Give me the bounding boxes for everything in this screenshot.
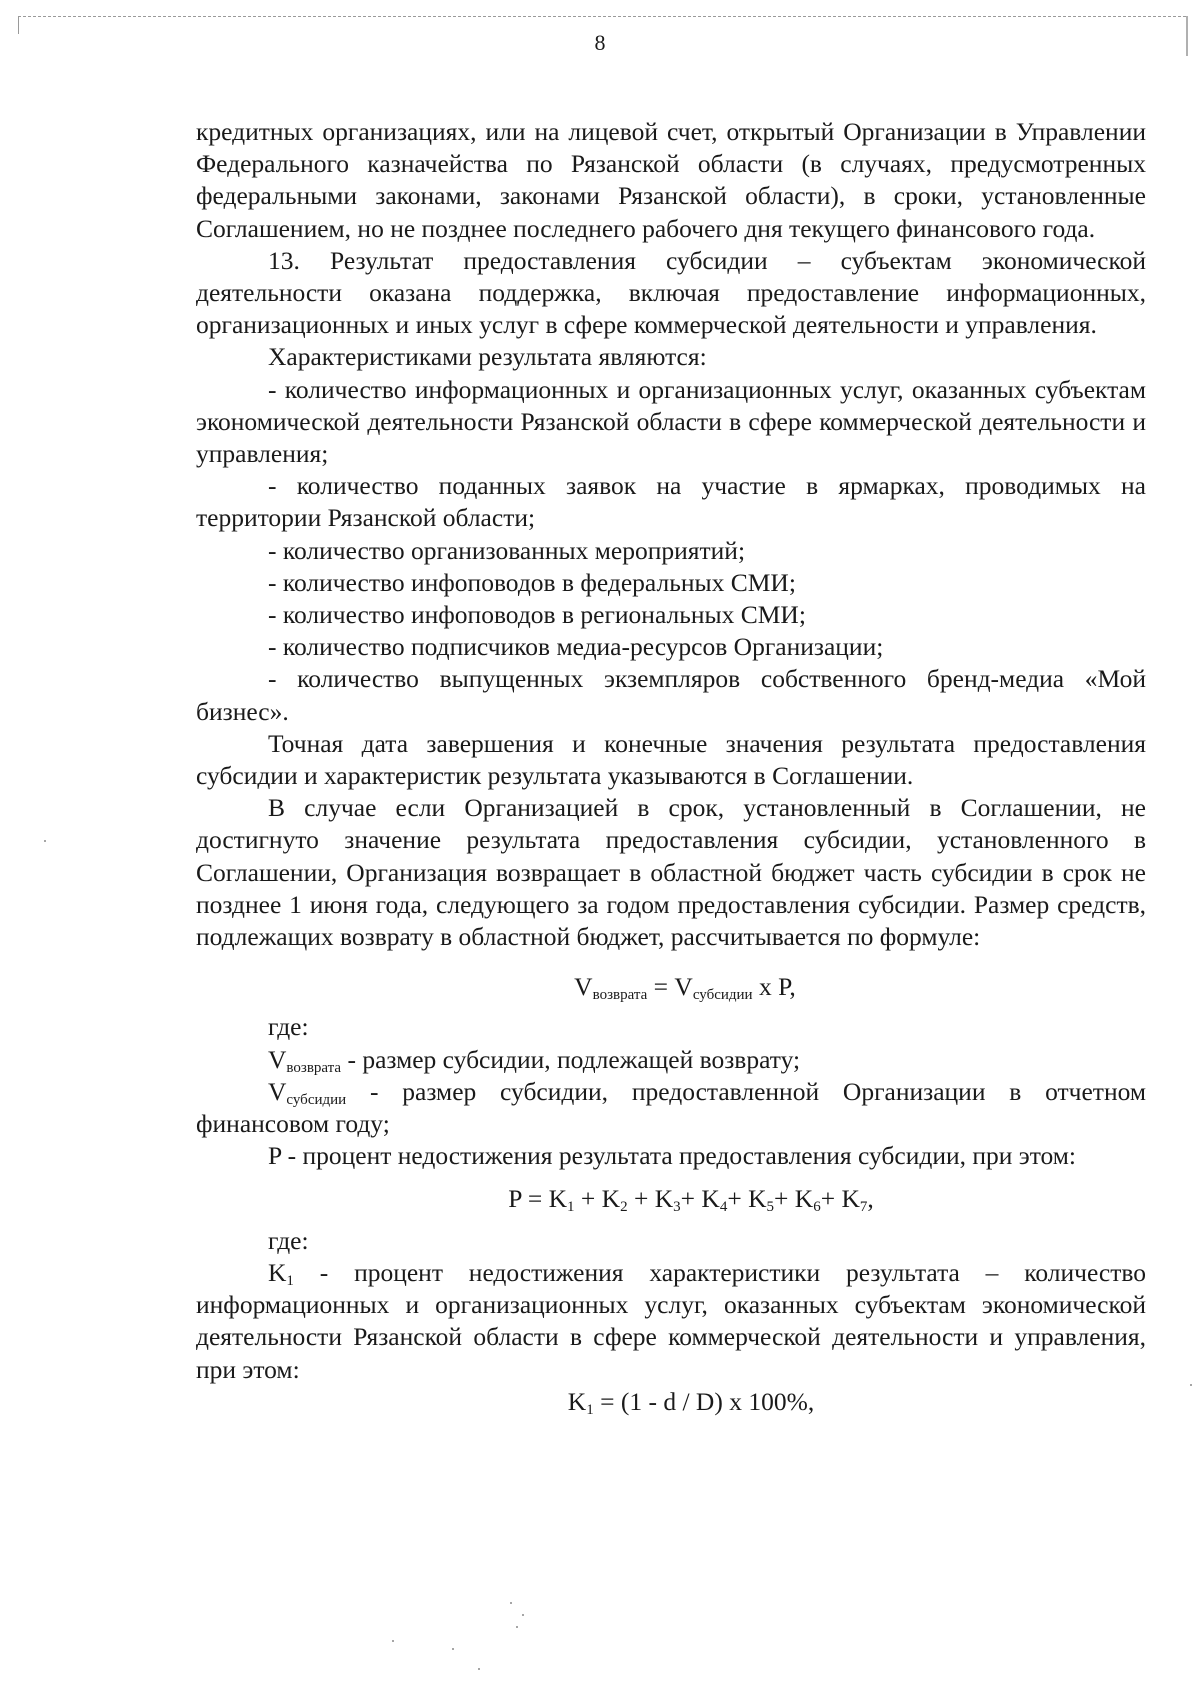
formula-index: 2	[620, 1198, 628, 1215]
formula-k: K	[748, 1183, 767, 1213]
scan-speckle	[44, 840, 46, 842]
formula-k: K	[601, 1183, 621, 1213]
paragraph-continuation: кредитных организациях, или на лицевой счет, открытый Организации в Управлении Федерального казначейства по Рязанской области (в случаях, предусмотренных федеральными законами, законами Рязанской области), в сроки, установленные Соглашением, но не позднее последнего рабочего дня текущего финансового года.	[196, 117, 1146, 243]
formula-p-sum	[196, 1183, 1146, 1215]
formula-sub-return: возврата	[592, 987, 648, 1004]
paragraph-completion-date: Точная дата завершения и конечные значения результата предоставления субсидии и характеристик результата указываются в Соглашении.	[196, 728, 1146, 791]
definition-subscript: 1	[286, 1272, 294, 1289]
formula-plus: +	[774, 1183, 795, 1213]
definition-k1	[196, 1257, 1146, 1386]
formula-v-symbol: V	[674, 972, 693, 1002]
where-label: где:	[268, 1012, 309, 1042]
paragraph-characteristics-heading: Характеристиками результата являются:	[268, 342, 707, 372]
scan-speckle	[452, 1648, 454, 1650]
formula-equals: =	[647, 972, 675, 1002]
formula-end: ,	[867, 1183, 874, 1213]
formula-refund	[196, 971, 1146, 1003]
formula-plus: +	[727, 1183, 749, 1213]
formula-k: K	[548, 1183, 568, 1213]
paragraph-refund-rule: В случае если Организацией в срок, установленный в Соглашении, не достигнуто значение результата предоставления субсидии, установленного в Соглашении, Организация возвращает в областной бюджет часть субсидии в срок не позднее 1 июня года, следующего за годом предоставления субсидии. Размер средств, подлежащих возврату в областной бюджет, рассчитывается по формуле:	[196, 793, 1146, 952]
formula-plus: +	[820, 1183, 842, 1213]
formula-plus: +	[574, 1183, 602, 1213]
formula-index: 5	[766, 1198, 775, 1215]
formula-k: K	[654, 1183, 674, 1213]
definition-subscript: субсидии	[286, 1091, 347, 1108]
definition-p: P - процент недостижения результата предоставления субсидии, при этом:	[268, 1141, 1077, 1171]
scan-speckle	[1190, 1384, 1192, 1386]
formula-index: 1	[567, 1198, 575, 1215]
definition-symbol: V	[268, 1076, 287, 1106]
definition-subscript: возврата	[286, 1059, 342, 1076]
definition-symbol: V	[268, 1044, 287, 1074]
formula-plus: +	[627, 1183, 655, 1213]
definition-symbol: K	[268, 1257, 287, 1287]
formula-index: 1	[586, 1401, 594, 1418]
paragraph-item-13: 13. Результат предоставления субсидии – субъектам экономической деятельности оказана поддержка, включая предоставление информационных, организационных и иных услуг в сфере коммерческой деятельности и управления.	[196, 245, 1146, 340]
formula-k: K	[567, 1386, 587, 1416]
formula-k: K	[794, 1183, 814, 1213]
where-label: где:	[268, 1225, 309, 1255]
formula-index: 4	[719, 1198, 728, 1215]
formula-plus: +	[680, 1183, 702, 1213]
document-body	[196, 116, 1146, 1418]
scan-speckle	[516, 1626, 518, 1628]
formula-k: K	[701, 1183, 720, 1213]
formula-index: 3	[673, 1198, 681, 1215]
list-item: - количество выпущенных экземпляров собственного бренд-медиа «Мой бизнес».	[196, 664, 1146, 726]
scan-speckle	[522, 1614, 524, 1616]
formula-rhs: = (1 - d / D) x 100%,	[593, 1386, 815, 1416]
formula-k: K	[841, 1183, 860, 1213]
list-item: - количество инфоповодов в федеральных СМИ;	[268, 567, 796, 597]
list-item: - количество информационных и организационных услуг, оказанных субъектам экономической деятельности Рязанской области в сфере коммерческой деятельности и управления;	[196, 374, 1146, 469]
list-item: - количество подписчиков медиа-ресурсов Организации;	[268, 632, 884, 662]
list-item: - количество организованных мероприятий;	[268, 535, 746, 565]
scan-speckle	[510, 1602, 512, 1604]
formula-index: 6	[813, 1198, 821, 1215]
scan-border-top	[18, 16, 1186, 17]
list-item: - количество поданных заявок на участие в ярмарках, проводимых на территории Рязанской области;	[196, 471, 1146, 533]
definition-text: - размер субсидии, предоставленной Организации в отчетном финансовом году;	[196, 1076, 1146, 1139]
definition-v-return	[196, 1044, 1146, 1076]
definition-text: - размер субсидии, подлежащей возврату;	[341, 1044, 801, 1074]
definition-text: - процент недостижения характеристики результата – количество информационных и организационных услуг, оказанных субъектам экономической деятельности Рязанской области в сфере коммерческой деятельности и управления, при этом:	[196, 1257, 1146, 1384]
formula-sub-subsidy: субсидии	[692, 987, 753, 1004]
scan-speckle	[392, 1640, 394, 1642]
scan-speckle	[478, 1668, 480, 1670]
formula-lhs: P =	[508, 1183, 549, 1213]
page-number: 8	[594, 30, 606, 55]
formula-tail: x P,	[752, 972, 796, 1002]
formula-index: 7	[859, 1198, 868, 1215]
formula-k1	[196, 1386, 1146, 1418]
definition-v-subsidy	[196, 1076, 1146, 1140]
list-item: - количество инфоповодов в региональных СМИ;	[268, 600, 806, 630]
formula-v-symbol: V	[574, 972, 593, 1002]
